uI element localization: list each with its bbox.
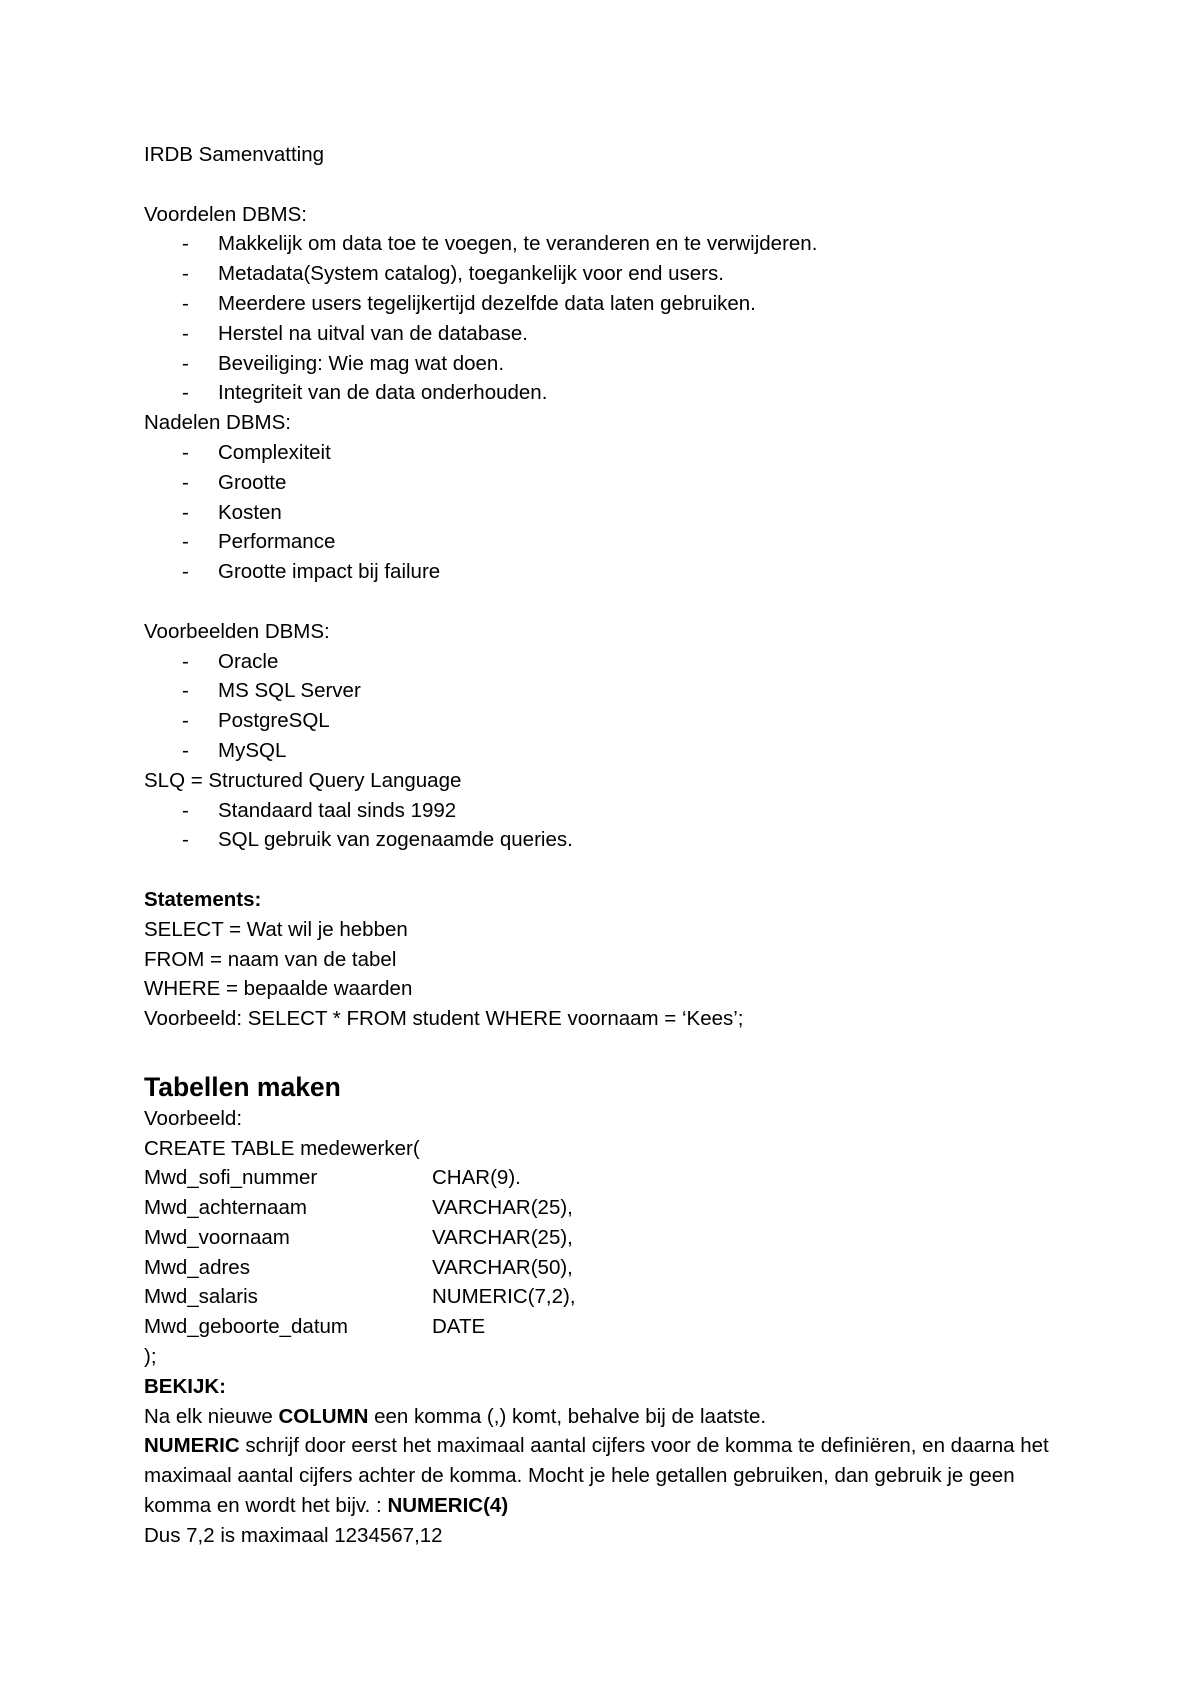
column-type: VARCHAR(50),	[432, 1255, 573, 1279]
voordelen-list	[144, 229, 1064, 408]
list-item: - MS SQL Server	[182, 679, 361, 703]
close-paren-line: );	[144, 1345, 157, 1369]
note-column-comma: Na elk nieuwe COLUMN een komma (,) komt, behalve bij de laatste.	[144, 1404, 767, 1428]
list-item: - SQL gebruik van zogenaamde queries.	[182, 828, 573, 852]
list-item: - Oracle	[182, 649, 279, 673]
document-title: IRDB Samenvatting	[144, 143, 325, 166]
document-body	[144, 140, 1064, 1551]
voorbeelden-heading: Voorbeelden DBMS:	[144, 619, 330, 643]
column-name: Mwd_voornaam	[144, 1225, 290, 1249]
column-type: VARCHAR(25),	[432, 1225, 573, 1249]
list-item: - Makkelijk om data toe te voegen, te veranderen en te verwijderen.	[182, 232, 818, 256]
column-name: Mwd_sofi_nummer	[144, 1166, 318, 1190]
nadelen-list	[144, 438, 1064, 587]
column-row	[144, 1282, 1064, 1312]
create-table-line: CREATE TABLE medewerker(	[144, 1136, 420, 1160]
column-definitions	[144, 1163, 1064, 1342]
list-item: - PostgreSQL	[182, 709, 330, 733]
voorbeelden-list	[144, 647, 1064, 766]
spacer	[144, 170, 1064, 200]
sql-heading: SLQ = Structured Query Language	[144, 768, 462, 792]
list-item: - Standaard taal sinds 1992	[182, 798, 457, 822]
statement-line: FROM = naam van de tabel	[144, 947, 397, 971]
spacer	[144, 587, 1064, 617]
list-item: - Integriteit van de data onderhouden.	[182, 381, 548, 405]
column-row	[144, 1312, 1064, 1342]
note-numeric: NUMERIC schrijf door eerst het maximaal aantal cijfers voor de komma te definiëren, en daarna het maximaal aantal cijfers achter de komma. Mocht je hele getallen gebruiken, dan gebruik je geen komma en wordt het bijv. : NUMERIC(4)	[144, 1434, 1049, 1518]
statement-line: WHERE = bepaalde waarden	[144, 977, 413, 1001]
voorbeeld-label: Voorbeeld:	[144, 1106, 243, 1130]
column-row	[144, 1193, 1064, 1223]
column-row	[144, 1163, 1064, 1193]
sql-list	[144, 796, 1064, 856]
list-item: - MySQL	[182, 738, 287, 762]
list-item: - Grootte impact bij failure	[182, 560, 441, 584]
list-item: - Grootte	[182, 470, 287, 494]
note-example: Dus 7,2 is maximaal 1234567,12	[144, 1523, 443, 1547]
column-type: VARCHAR(25),	[432, 1196, 573, 1220]
bekijk-label: BEKIJK:	[144, 1374, 227, 1398]
statement-example: Voorbeeld: SELECT * FROM student WHERE voornaam = ‘Kees’;	[144, 1007, 744, 1031]
list-item: - Meerdere users tegelijkertijd dezelfde data laten gebruiken.	[182, 291, 756, 315]
list-item: - Herstel na uitval van de database.	[182, 321, 528, 345]
statements-heading: Statements:	[144, 887, 262, 911]
list-item: - Complexiteit	[182, 440, 331, 464]
spacer	[144, 1034, 1064, 1064]
column-name: Mwd_achternaam	[144, 1196, 307, 1220]
statement-line: SELECT = Wat wil je hebben	[144, 917, 408, 941]
list-item: - Kosten	[182, 500, 282, 524]
column-name: Mwd_adres	[144, 1255, 250, 1279]
column-type: DATE	[432, 1315, 486, 1339]
nadelen-heading: Nadelen DBMS:	[144, 411, 291, 435]
list-item: - Beveiliging: Wie mag wat doen.	[182, 351, 505, 375]
list-item: - Performance	[182, 530, 336, 554]
column-row	[144, 1253, 1064, 1283]
spacer	[144, 855, 1064, 885]
section-heading: Tabellen maken	[144, 1071, 341, 1102]
column-type: NUMERIC(7,2),	[432, 1285, 576, 1309]
list-item: - Metadata(System catalog), toegankelijk voor end users.	[182, 262, 724, 286]
column-row	[144, 1223, 1064, 1253]
column-name: Mwd_salaris	[144, 1285, 258, 1309]
column-name: Mwd_geboorte_datum	[144, 1315, 348, 1339]
column-type: CHAR(9).	[432, 1166, 521, 1190]
voordelen-heading: Voordelen DBMS:	[144, 202, 307, 226]
